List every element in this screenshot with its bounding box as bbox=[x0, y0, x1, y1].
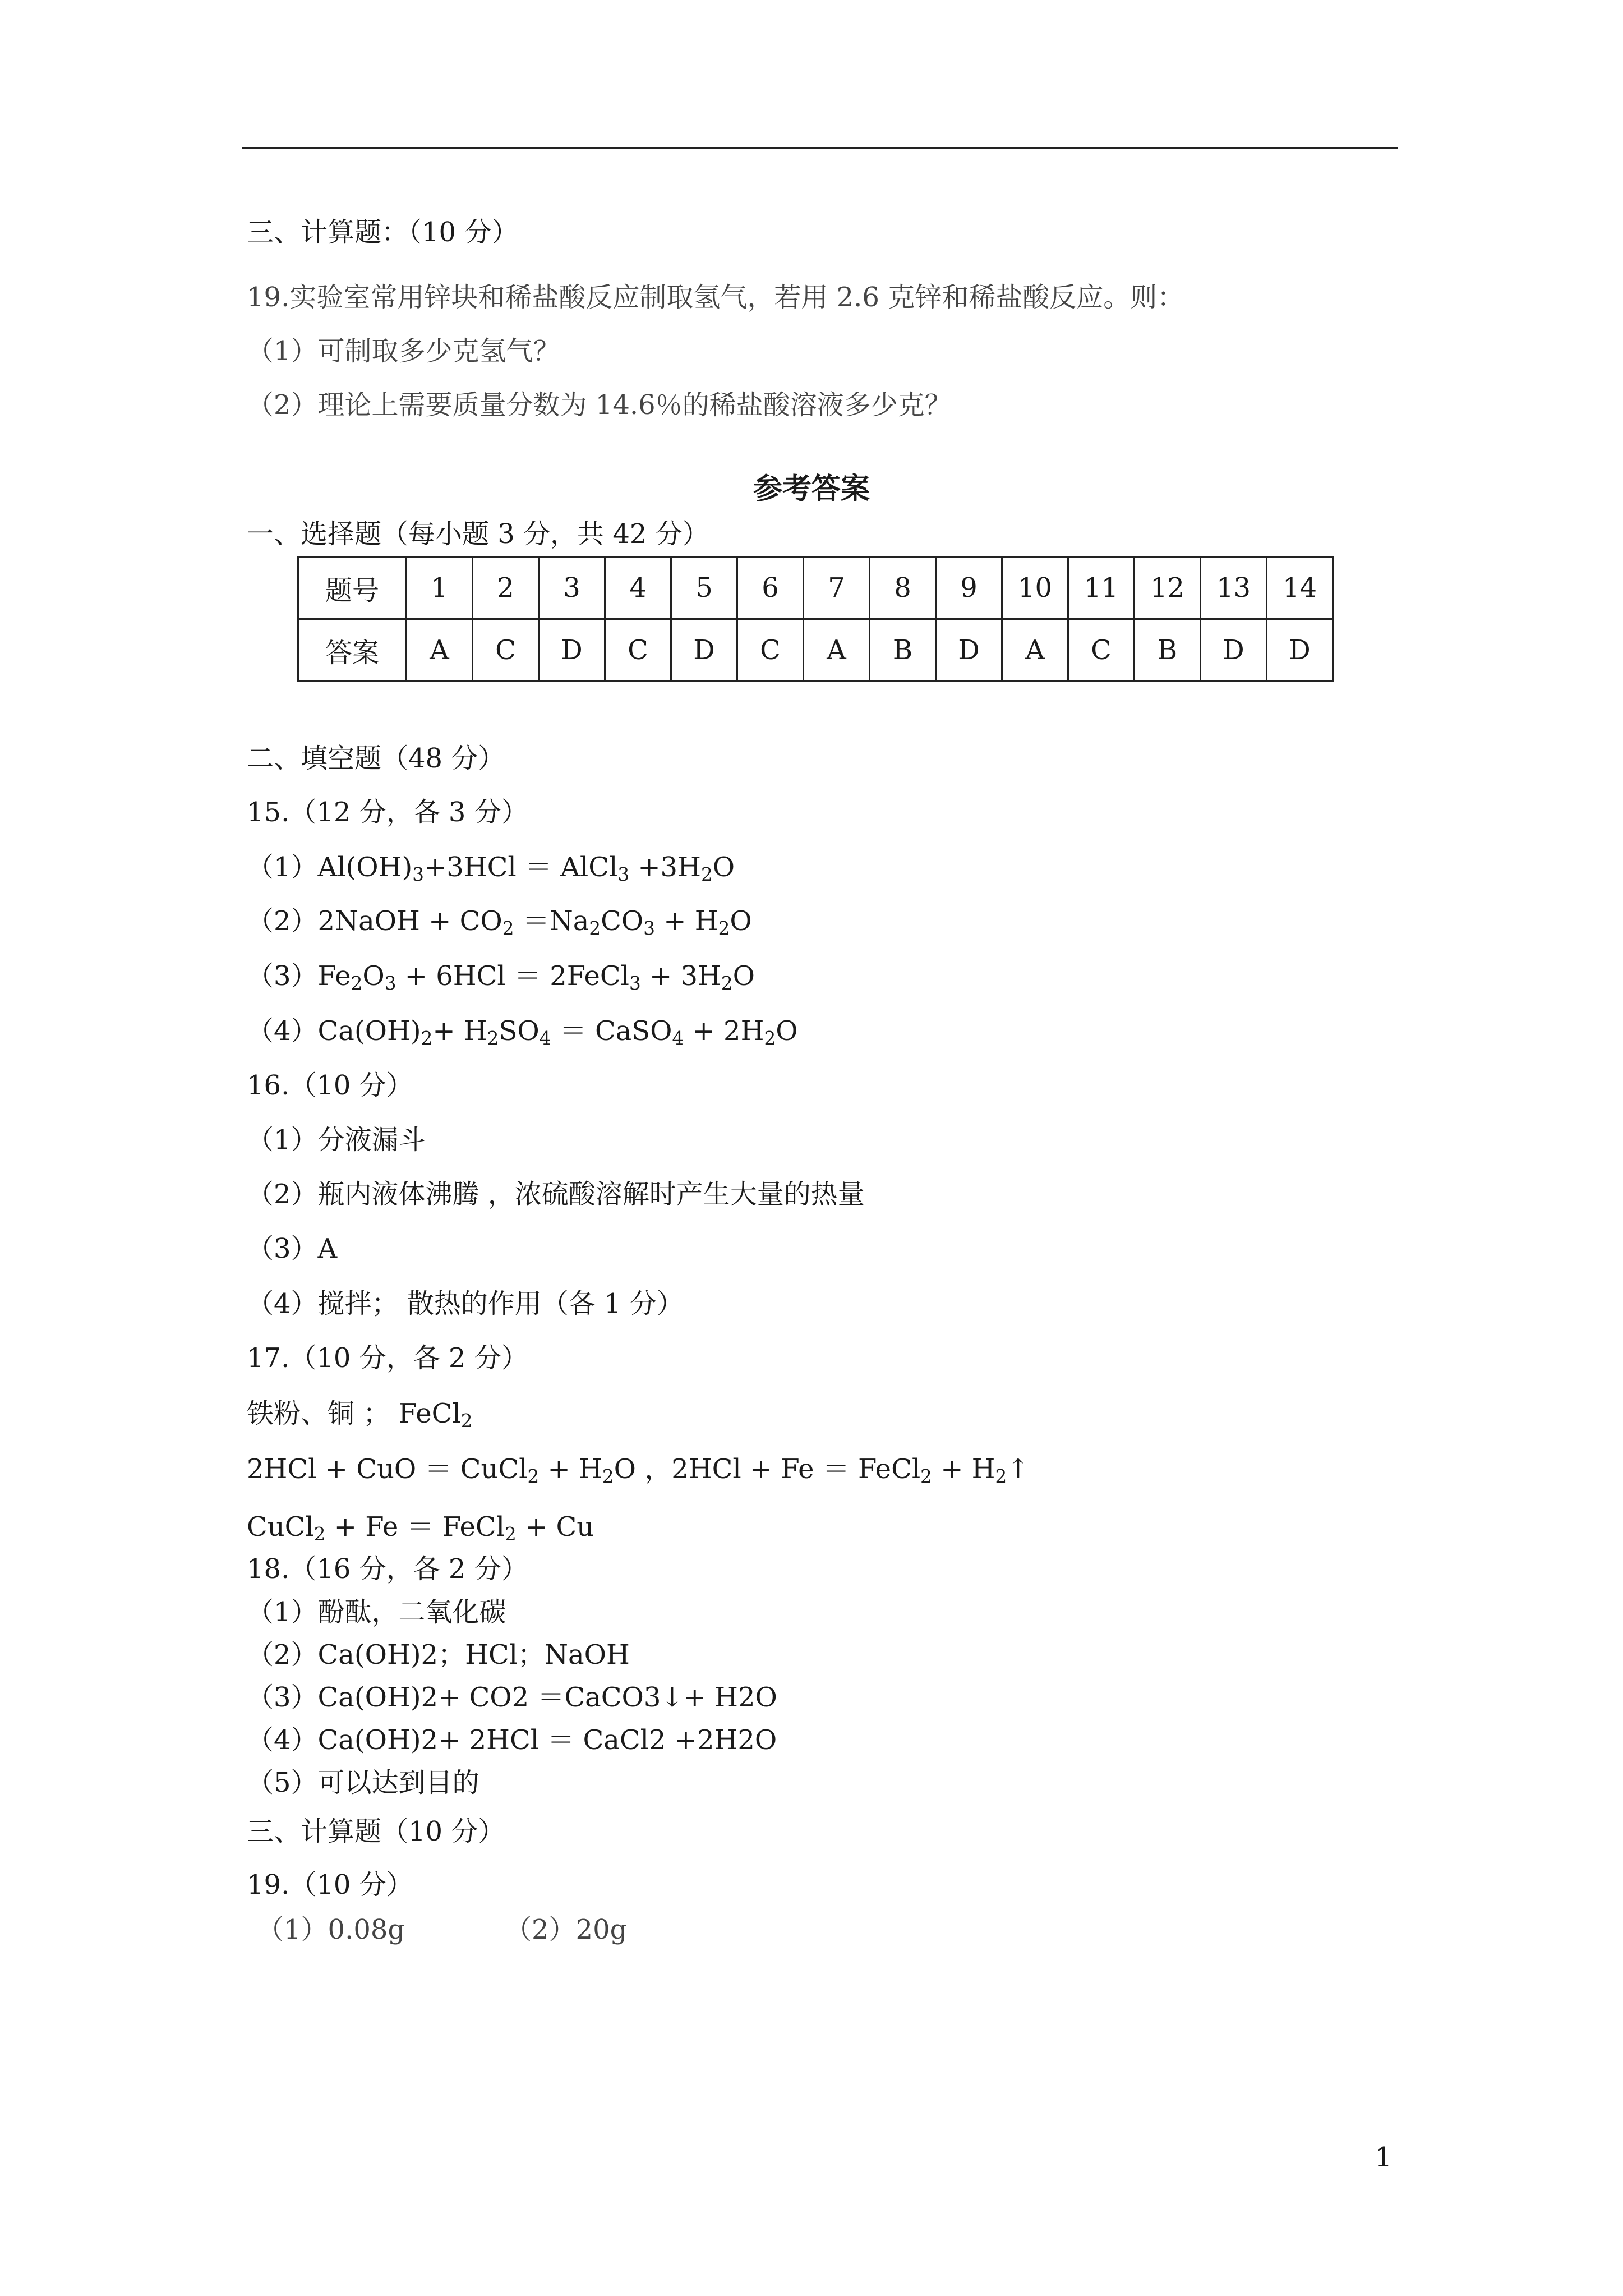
answer-cell: B bbox=[1135, 619, 1201, 682]
q18-answer-4: （4）Ca(OH)2+ 2HCl ＝ CaCl2 +2H2O bbox=[247, 1724, 777, 1756]
answer-cell: D bbox=[936, 619, 1002, 682]
answer-cell: A bbox=[1002, 619, 1068, 682]
number-cell: 3 bbox=[539, 557, 605, 619]
q18-answer-1: （1）酚酞，二氧化碳 bbox=[247, 1596, 506, 1628]
page-number: 1 bbox=[1375, 2142, 1392, 2173]
answer-cell: D bbox=[671, 619, 737, 682]
header-rule bbox=[242, 147, 1398, 149]
answer-title: 参考答案 bbox=[753, 472, 870, 506]
q18-heading: 18.（16 分，各 2 分） bbox=[247, 1553, 528, 1585]
table-row-numbers bbox=[298, 557, 1333, 619]
answer-cell: C bbox=[1068, 619, 1135, 682]
q16-answer-1: （1）分液漏斗 bbox=[247, 1124, 426, 1156]
number-cell: 1 bbox=[407, 557, 473, 619]
number-cell: 7 bbox=[804, 557, 870, 619]
number-cell: 6 bbox=[737, 557, 804, 619]
answer-table bbox=[297, 556, 1334, 682]
q16-heading: 16.（10 分） bbox=[247, 1070, 413, 1101]
q17-heading: 17.（10 分，各 2 分） bbox=[247, 1342, 528, 1374]
answer-cell: B bbox=[870, 619, 936, 682]
q19-stem: 19.实验室常用锌块和稀盐酸反应制取氢气，若用 2.6 克锌和稀盐酸反应。则： bbox=[247, 282, 1184, 313]
q17-line-3: CuCl$_2$ + Fe ＝ FeCl$_2$ + Cu bbox=[247, 1511, 594, 1545]
answer-cell: A bbox=[407, 619, 473, 682]
q15-equation-1: $(1)Al(OH)_3+3HCl$ ＝ AlCl$_3$ $+3H_2O$ bbox=[247, 852, 735, 886]
q19-answer-1: （1）0.08g bbox=[257, 1914, 405, 1945]
q18-answer-2: （2）Ca(OH)2；HCl；NaOH bbox=[247, 1639, 630, 1671]
answer-cell: C bbox=[737, 619, 804, 682]
q16-answer-4: （4）搅拌； 散热的作用（各 1 分） bbox=[247, 1288, 684, 1319]
answer-cell: C bbox=[473, 619, 539, 682]
answer-cell: D bbox=[1201, 619, 1267, 682]
answer-cell: D bbox=[539, 619, 605, 682]
q15-equation-3: $(3)Fe_2O_3 + 6HCl$ ＝ 2FeCl$_3$ + $3H_2O$ bbox=[247, 960, 755, 995]
q19-answer-2: （2）20g bbox=[505, 1914, 628, 1945]
section3-heading: 三、计算题（10 分） bbox=[247, 1816, 505, 1847]
number-cell: 12 bbox=[1135, 557, 1201, 619]
answer-cell: D bbox=[1267, 619, 1333, 682]
q19-answer-heading: 19.（10 分） bbox=[247, 1869, 413, 1901]
number-cell: 11 bbox=[1068, 557, 1135, 619]
q16-answer-3: （3）A bbox=[247, 1233, 338, 1264]
q16-answer-2: （2）瓶内液体沸腾 ，浓硫酸溶解时产生大量的热量 bbox=[247, 1179, 865, 1210]
number-cell: 13 bbox=[1201, 557, 1267, 619]
q18-answer-3: （3）Ca(OH)2+ CO2 ＝CaCO3↓+ H2O bbox=[247, 1682, 777, 1713]
row-label-answer: 答案 bbox=[298, 619, 407, 682]
table-row-answers bbox=[298, 619, 1333, 682]
section2-heading: 二、填空题（48 分） bbox=[247, 743, 505, 774]
number-cell: 4 bbox=[605, 557, 671, 619]
number-cell: 8 bbox=[870, 557, 936, 619]
q15-equation-2: （2）2NaOH + $CO_2 =Na_2CO_3 + H_2O$ bbox=[247, 905, 752, 940]
q19-sub1: （1）可制取多少克氢气？ bbox=[247, 335, 560, 367]
part3-heading: 三、计算题：（10 分） bbox=[247, 217, 519, 248]
q18-answer-5: （5）可以达到目的 bbox=[247, 1767, 479, 1798]
q15-equation-4: $(4)Ca(OH)_2+ H_2SO_4$ ＝ CaSO$_4$ + $2H_2O$ bbox=[247, 1015, 798, 1050]
answer-cell: C bbox=[605, 619, 671, 682]
q19-sub2: （2）理论上需要质量分数为 14.6％的稀盐酸溶液多少克？ bbox=[247, 389, 952, 421]
number-cell: 2 bbox=[473, 557, 539, 619]
number-cell: 10 bbox=[1002, 557, 1068, 619]
number-cell: 9 bbox=[936, 557, 1002, 619]
row-label-number: 题号 bbox=[298, 557, 407, 619]
answer-cell: A bbox=[804, 619, 870, 682]
q15-heading: 15.（12 分，各 3 分） bbox=[247, 797, 528, 828]
q17-line-1: 铁粉、铜 ； FeCl$_2$ bbox=[247, 1398, 473, 1432]
number-cell: 5 bbox=[671, 557, 737, 619]
number-cell: 14 bbox=[1267, 557, 1333, 619]
section1-heading: 一、选择题（每小题 3 分，共 42 分） bbox=[247, 518, 709, 550]
q17-line-2: 2HCl + CuO ＝ CuCl$_2$ + $H_2O$ ，2HCl + Fe ＝ FeCl$_2$ + $H_2↑$ bbox=[247, 1453, 1030, 1488]
